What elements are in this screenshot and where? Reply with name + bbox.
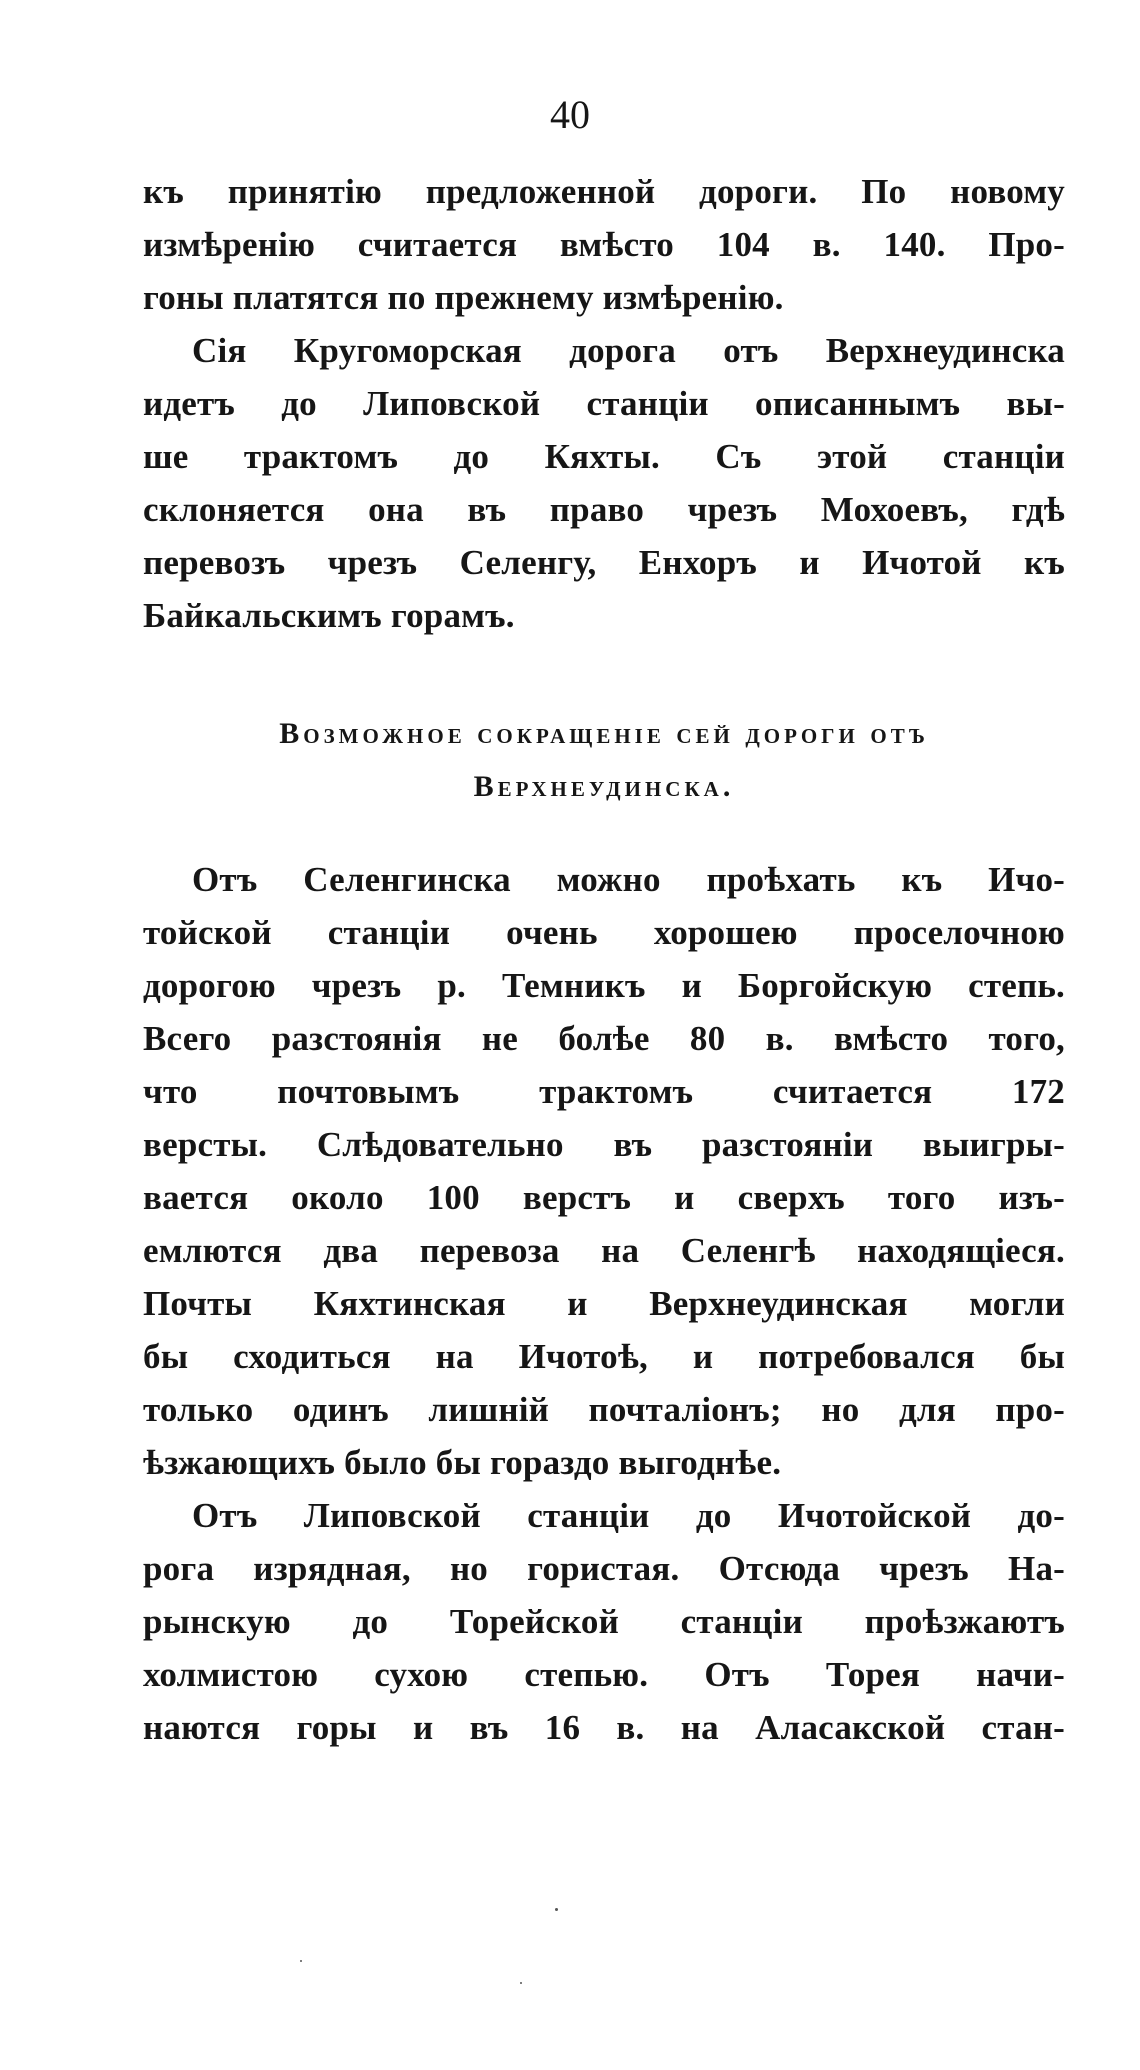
section-heading-line-2: Верхнеудинска. (473, 770, 735, 803)
text-line: бы сходиться на Ичотоѣ, и потребовался бы (143, 1337, 1065, 1376)
text-line: что почтовымъ трактомъ считается 172 (143, 1072, 1065, 1111)
text-line: перевозъ чрезъ Селенгу, Енхоръ и Ичотой къ (143, 543, 1065, 582)
scan-speck (300, 1960, 302, 1962)
text-line: рынскую до Торейской станціи проѣзжаютъ (143, 1602, 1065, 1641)
text-line: Байкальскимъ горамъ. (143, 596, 515, 635)
text-line: идетъ до Липовской станціи описаннымъ вы- (143, 384, 1065, 423)
scan-speck (555, 1908, 558, 1911)
text-line: гоны платятся по прежнему измѣренію. (143, 278, 784, 317)
text-line: Отъ Селенгинска можно проѣхать къ Ичо- (192, 860, 1065, 899)
text-line: ѣзжающихъ было бы гораздо выгоднѣе. (143, 1443, 782, 1482)
text-line: дорогою чрезъ р. Темникъ и Боргойскую степь. (143, 966, 1065, 1005)
text-line: измѣренію считается вмѣсто 104 в. 140. Про- (143, 225, 1065, 264)
text-line: Отъ Липовской станціи до Ичотойской до- (192, 1496, 1065, 1535)
text-line: только одинъ лишній почталіонъ; но для про- (143, 1390, 1065, 1429)
text-line: Сія Кругоморская дорога отъ Верхнеудинска (192, 331, 1065, 370)
text-line: Всего разстоянія не болѣе 80 в. вмѣсто того, (143, 1019, 1065, 1058)
text-line: Почты Кяхтинская и Верхнеудинская могли (143, 1284, 1065, 1323)
page-number: 40 (550, 92, 590, 137)
text-line: вается около 100 верстъ и сверхъ того изъ- (143, 1178, 1065, 1217)
text-line: рога изрядная, но гористая. Отсюда чрезъ На- (143, 1549, 1065, 1588)
text-line: тойской станціи очень хорошею проселочною (143, 913, 1065, 952)
text-line: наются горы и въ 16 в. на Аласакской стан- (143, 1708, 1065, 1747)
section-heading-line-1: Возможное сокращеніе сей дороги отъ (279, 717, 929, 750)
text-line: ше трактомъ до Кяхты. Съ этой станціи (143, 437, 1065, 476)
scan-speck (520, 1982, 522, 1984)
text-line: холмистою сухою степью. Отъ Торея начи- (143, 1655, 1065, 1694)
text-line: къ принятію предложенной дороги. По новому (143, 172, 1065, 211)
text-line: склоняется она въ право чрезъ Мохоевъ, гдѣ (143, 490, 1065, 529)
text-line: версты. Слѣдовательно въ разстояніи выигры- (143, 1125, 1065, 1164)
text-line: емлются два перевоза на Селенгѣ находящіеся. (143, 1231, 1065, 1270)
